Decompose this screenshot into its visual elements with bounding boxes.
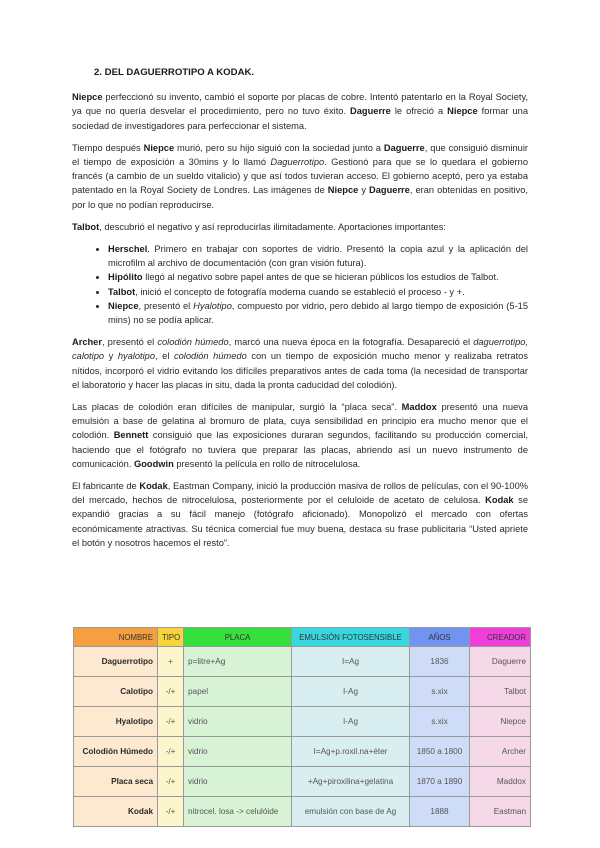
cell-anos: s.xix xyxy=(410,707,470,737)
paragraph-niepce: Niepce perfeccionó su invento, cambió el soporte por placas de cobre. Intentó patentarlo en la Royal Society, ya que no quería desvelar el procedimiento, pero no tuvo éxito. Daguerre le ofreció a Niepce formar una sociedad de investigadores para perfeccionar el sistema. xyxy=(72,92,528,131)
table-header-row xyxy=(74,628,531,647)
bold-name: Niepce xyxy=(327,185,359,196)
contributions-list xyxy=(72,242,528,327)
cell-placa: nitrocel. losa -> celulóide xyxy=(184,797,292,827)
bold-name: Bennett xyxy=(113,430,149,441)
cell-emulsion: +Ag+piroxilina+gelatina xyxy=(292,767,410,797)
cell-nombre: Kodak xyxy=(74,797,158,827)
italic-term: Hyalotipo xyxy=(193,300,232,311)
bold-name: Kodak xyxy=(485,495,514,506)
cell-creador: Daguerre xyxy=(470,647,531,677)
header-emulsion: EMULSIÓN FOTOSENSIBLE xyxy=(292,628,410,647)
cell-tipo: -/+ xyxy=(158,677,184,707)
cell-creador: Niepce xyxy=(470,707,531,737)
paragraph-archer: Archer, presentó el colodión húmedo, marcó una nueva época en la fotografía. Desapareció el daguerrotipo, calotipo y hyalotipo, el colodión húmedo con un tiempo de exposición mucho menor y realizaba retratos nítidos, incorporó el vidrio evitando los difíciles preparativos antes de cada toma (la necesidad de transportar el laboratorio y hacer las placas in situ, dada la pronta caducidad del colodión). xyxy=(72,337,528,390)
cell-creador: Archer xyxy=(470,737,531,767)
cell-anos: 1850 a 1800 xyxy=(410,737,470,767)
cell-tipo: -/+ xyxy=(158,797,184,827)
bold-name: Talbot xyxy=(108,286,136,297)
header-nombre: NOMBRE xyxy=(74,628,158,647)
cell-anos: 1836 xyxy=(410,647,470,677)
italic-term: colodión húmedo xyxy=(157,337,229,348)
cell-anos: 1870 a 1890 xyxy=(410,767,470,797)
bold-name: Niepce xyxy=(72,92,103,103)
cell-placa: vidrio xyxy=(184,767,292,797)
bold-name: Daguerre xyxy=(369,185,410,196)
table-row xyxy=(74,647,531,677)
table-row xyxy=(74,677,531,707)
cell-creador: Maddox xyxy=(470,767,531,797)
italic-term: daguerrotipo, calotipo xyxy=(72,337,528,362)
comparison-table xyxy=(73,627,531,827)
italic-term: colodión húmedo xyxy=(173,351,247,362)
cell-placa: vidrio xyxy=(184,707,292,737)
cell-anos: s.xix xyxy=(410,677,470,707)
bold-name: Talbot xyxy=(72,221,100,232)
cell-nombre: Colodión Húmedo xyxy=(74,737,158,767)
bold-name: Herschel xyxy=(108,244,148,255)
header-anos: AÑOS xyxy=(410,628,470,647)
paragraph-placa-seca: Las placas de colodión eran difíciles de manipular, surgió la “placa seca”. Maddox presentó una nueva emulsión a base de gelatina al bromuro de plata, cuya sensibilidad en principio era mucho menor que el colodión. Bennett consiguió que las exposiciones duraran segundos, facilitando su producción comercial, haciendo que el fotógrafo no tuviera que preparar las placas, abriendo así un nuevo instrumento de comunicación. Goodwin presentó la película en rollo de nitrocelulosa. xyxy=(72,402,528,469)
section-heading: 2. DEL DAGUERROTIPO A KODAK. xyxy=(94,67,255,78)
cell-nombre: Hyalotipo xyxy=(74,707,158,737)
cell-tipo: + xyxy=(158,647,184,677)
cell-nombre: Placa seca xyxy=(74,767,158,797)
bold-name: Kodak xyxy=(139,481,168,492)
list-item: • Talbot, inició el concepto de fotografía moderna cuando se estableció el proceso - y +. xyxy=(108,285,528,299)
cell-emulsion: I=Ag+p.roxil.na+éter xyxy=(292,737,410,767)
list-item: • Niepce, presentó el Hyalotipo, compuesto por vidrio, pero debido al largo tiempo de exposición (5-15 mins) no se podía aplicar. xyxy=(108,299,528,327)
cell-placa: papel xyxy=(184,677,292,707)
bold-name: Archer xyxy=(72,337,102,348)
cell-emulsion: I=Ag xyxy=(292,647,410,677)
cell-tipo: -/+ xyxy=(158,737,184,767)
bold-name: Niepce xyxy=(108,300,139,311)
list-item: • Herschel. Primero en trabajar con soportes de vidrio. Presentó la copia azul y la aplicación del microfilm al archivo de documentación (con gran visión futura). xyxy=(108,242,528,270)
bold-name: Niepce xyxy=(143,142,175,153)
header-creador: CREADOR xyxy=(470,628,531,647)
header-tipo: TIPO xyxy=(158,628,184,647)
paragraph-kodak: El fabricante de Kodak, Eastman Company, inició la producción masiva de rollos de películas, con el 90-100% del mercado, hechos de nitrocelulosa, posteriormente por el celuloide de acetato de celulosa. Kodak se expandió gracias a su fácil manejo (fotógrafo aficionado). Monopolizó el mercado con ofertas económicamente atractivas. Su técnica comercial fue muy buena, destaca su frase publicitaria “Usted apriete el botón y nosotros hacemos el resto”. xyxy=(72,481,529,548)
table-row xyxy=(74,767,531,797)
italic-term: hyalotipo xyxy=(117,351,156,362)
cell-tipo: -/+ xyxy=(158,767,184,797)
bold-name: Hipólito xyxy=(108,272,143,283)
cell-placa: vidrio xyxy=(184,737,292,767)
cell-creador: Talbot xyxy=(470,677,531,707)
cell-creador: Eastman xyxy=(470,797,531,827)
paragraph-daguerre: Tiempo después Niepce murió, pero su hijo siguió con la sociedad junto a Daguerre, que consiguió disminuir el tiempo de exposición a 30mins y lo llamó Daguerrotipo. Gestionó para que se lo quedara el gobierno francés (a cambio de un sueldo vitalicio) y que así todos tuvieran acceso. El gobierno aceptó, pero ya estaba patentado en la Royal Society de Londres. Las imágenes de Niepce y Daguerre, eran obtenidas en positivo, por lo que no podían reproducirse. xyxy=(72,142,528,210)
cell-anos: 1888 xyxy=(410,797,470,827)
cell-tipo: -/+ xyxy=(158,707,184,737)
cell-nombre: Daguerrotipo xyxy=(74,647,158,677)
cell-emulsion: emulsión con base de Ag xyxy=(292,797,410,827)
table-row xyxy=(74,737,531,767)
italic-term: Daguerrotipo xyxy=(270,157,325,168)
cell-emulsion: I-Ag xyxy=(292,677,410,707)
document-body xyxy=(72,66,528,558)
paragraph-talbot: Talbot, descubrió el negativo y así reproducirlas ilimitadamente. Aportaciones importantes: xyxy=(72,221,446,232)
cell-nombre: Calotipo xyxy=(74,677,158,707)
bold-name: Goodwin xyxy=(134,458,174,469)
table-row xyxy=(74,707,531,737)
bold-name: Maddox xyxy=(401,402,437,413)
table-row xyxy=(74,797,531,827)
header-placa: PLACA xyxy=(184,628,292,647)
bold-name: Daguerre xyxy=(350,106,391,117)
cell-emulsion: I-Ag xyxy=(292,707,410,737)
list-item: • Hipólito llegó al negativo sobre papel antes de que se hicieran públicos los estudios de Talbot. xyxy=(108,270,528,284)
bold-name: Niepce xyxy=(447,106,478,117)
bold-name: Daguerre xyxy=(383,142,425,153)
cell-placa: p=litre+Ag xyxy=(184,647,292,677)
